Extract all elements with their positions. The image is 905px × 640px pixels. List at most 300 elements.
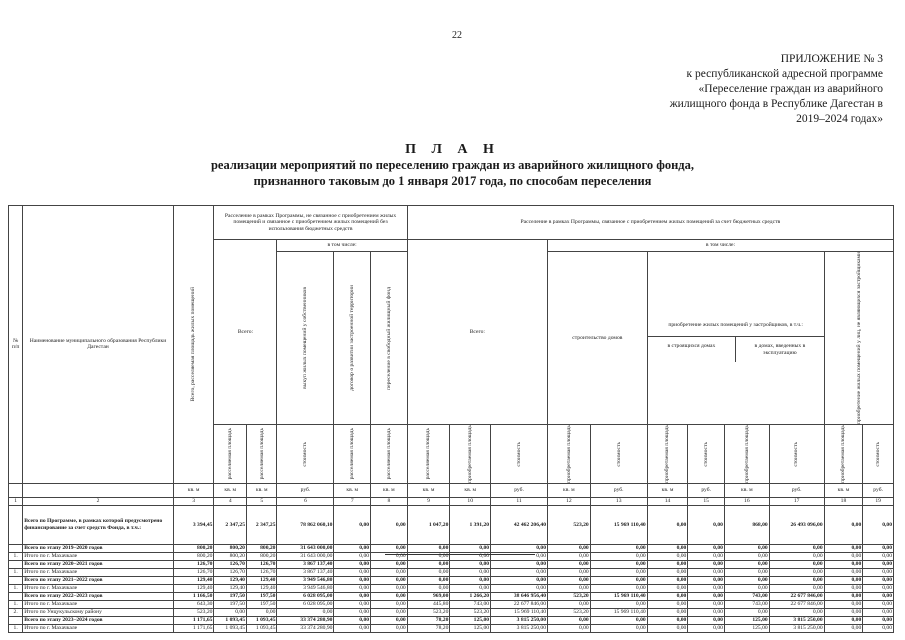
value-cell: 0,00 (688, 505, 725, 544)
column-number-cell: 14 (647, 497, 688, 505)
value-cell: 3 815 250,00 (769, 616, 824, 624)
column-number-cell: 16 (724, 497, 769, 505)
value-cell: 129,40 (173, 584, 214, 592)
value-cell: 0,00 (407, 576, 450, 584)
header-municipality: Наименование муниципального образования Республики Дагестан (23, 206, 174, 484)
value-cell: 0,00 (371, 584, 408, 592)
subheader-cell: расселяемая площадь (349, 428, 356, 480)
value-cell: 197,50 (214, 592, 247, 600)
column-number-cell: 12 (548, 497, 591, 505)
value-cell: 0,00 (450, 568, 491, 576)
value-cell: 1 166,50 (173, 592, 214, 600)
value-cell: 800,20 (246, 544, 277, 552)
table-row (9, 560, 894, 568)
header-group-a: Расселение в рамках Программы, не связанное с приобретением жилых помещений и связанное с приобретением жилых помещений без использования бюджетных средств (214, 206, 407, 240)
value-cell: 31 643 000,00 (277, 552, 334, 560)
value-cell: 0,00 (246, 608, 277, 616)
value-cell: 0,00 (334, 608, 371, 616)
value-cell: 868,00 (724, 505, 769, 544)
value-cell: 0,00 (590, 624, 647, 632)
value-cell: 969,00 (407, 592, 450, 600)
value-cell: 0,00 (548, 552, 591, 560)
value-cell: 0,00 (590, 584, 647, 592)
value-cell: 0,00 (371, 600, 408, 608)
header-a-contract: договор о развитии застроенной территории (349, 285, 356, 391)
row-number-cell (9, 560, 23, 568)
value-cell: 0,00 (824, 600, 863, 608)
header-b-including: в том числе: (548, 240, 894, 252)
value-cell: 0,00 (863, 608, 894, 616)
value-cell: 0,00 (491, 576, 548, 584)
subheader-cell: приобретаемая площадь (743, 424, 750, 483)
appendix-line: к республиканской адресной программе (686, 68, 883, 80)
unit-cell: кв. м (450, 483, 491, 497)
value-cell: 0,00 (590, 600, 647, 608)
appendix-line: «Переселение граждан из аварийного (698, 83, 883, 95)
value-cell: 0,00 (824, 544, 863, 552)
value-cell: 129,40 (173, 576, 214, 584)
unit-cell (23, 483, 174, 497)
value-cell: 129,40 (246, 584, 277, 592)
unit-cell: кв. м (371, 483, 408, 497)
value-cell: 0,00 (824, 505, 863, 544)
column-number-cell: 7 (334, 497, 371, 505)
value-cell: 0,00 (724, 608, 769, 616)
header-b-other: приобретение жилых помещений у лиц, не являющихся застройщиками (855, 252, 862, 424)
document-subtitle: признанного таковым до 1 января 2017 года, по способам переселения (253, 174, 652, 188)
value-cell: 78,20 (407, 624, 450, 632)
value-cell: 1 093,45 (214, 616, 247, 624)
value-cell: 78,20 (407, 616, 450, 624)
subheader-cell: приобретаемая площадь (840, 424, 847, 483)
value-cell: 0,00 (769, 584, 824, 592)
value-cell: 126,70 (246, 568, 277, 576)
value-cell: 6 028 095,00 (277, 592, 334, 600)
value-cell: 0,00 (647, 624, 688, 632)
value-cell: 0,00 (590, 616, 647, 624)
value-cell: 1 093,45 (214, 624, 247, 632)
header-b-total: Всего: (407, 240, 547, 425)
subheader-cell: стоимость (702, 441, 709, 467)
value-cell: 0,00 (863, 624, 894, 632)
header-b-construction: строительство домов (548, 252, 648, 425)
value-cell: 22 677 846,00 (769, 600, 824, 608)
row-name-cell: Итого по г. Махачкале (23, 624, 174, 632)
value-cell: 0,00 (334, 544, 371, 552)
value-cell: 0,00 (863, 584, 894, 592)
column-number-cell: 17 (769, 497, 824, 505)
value-cell: 0,00 (407, 560, 450, 568)
value-cell: 0,00 (590, 544, 647, 552)
row-number-cell: 1. (9, 624, 23, 632)
value-cell: 743,00 (724, 592, 769, 600)
row-number-cell: 1. (9, 552, 23, 560)
value-cell: 26 493 096,00 (769, 505, 824, 544)
value-cell: 0,00 (724, 576, 769, 584)
value-cell: 0,00 (769, 544, 824, 552)
value-cell: 0,00 (688, 552, 725, 560)
value-cell: 0,00 (334, 560, 371, 568)
row-name-cell: Всего по этапу 2023–2024 годов (23, 616, 174, 624)
plan-table (8, 205, 894, 633)
row-name-cell: Итого по Унцукульскому району (23, 608, 174, 616)
column-number-cell: 15 (688, 497, 725, 505)
value-cell: 800,20 (214, 544, 247, 552)
subheader-cell: приобретаемая площадь (565, 424, 572, 483)
value-cell: 523,20 (548, 592, 591, 600)
column-number-cell: 5 (246, 497, 277, 505)
row-name-cell: Итого по г. Махачкале (23, 600, 174, 608)
value-cell: 126,70 (173, 568, 214, 576)
value-cell: 15 969 110,40 (590, 608, 647, 616)
value-cell: 0,00 (334, 624, 371, 632)
value-cell: 0,00 (688, 608, 725, 616)
separator-line (385, 554, 535, 555)
value-cell: 643,30 (173, 600, 214, 608)
value-cell: 800,20 (173, 544, 214, 552)
unit-cell: руб. (590, 483, 647, 497)
subheader-cell: расселяемая площадь (385, 428, 392, 480)
value-cell: 0,00 (371, 624, 408, 632)
value-cell: 197,50 (246, 600, 277, 608)
value-cell: 3 815 250,00 (491, 616, 548, 624)
header-a-free-fund: переселение в свободный жилищный фонд (385, 286, 392, 390)
column-number-cell: 13 (590, 497, 647, 505)
unit-cell: кв. м (173, 483, 214, 497)
value-cell: 0,00 (824, 568, 863, 576)
value-cell: 0,00 (334, 592, 371, 600)
value-cell: 0,00 (548, 560, 591, 568)
table-row (9, 584, 894, 592)
page-number: 22 (452, 30, 462, 41)
value-cell: 126,70 (246, 560, 277, 568)
row-name-cell: Всего по этапу 2020–2021 годов (23, 560, 174, 568)
value-cell: 0,00 (371, 592, 408, 600)
value-cell: 3 394,45 (173, 505, 214, 544)
value-cell: 0,00 (647, 584, 688, 592)
row-name-cell: Итого по г. Махачкале (23, 584, 174, 592)
value-cell: 0,00 (863, 616, 894, 624)
value-cell: 0,00 (724, 544, 769, 552)
value-cell: 523,20 (548, 505, 591, 544)
value-cell: 0,00 (491, 552, 548, 560)
table-row (9, 608, 894, 616)
value-cell: 0,00 (371, 560, 408, 568)
value-cell: 0,00 (688, 576, 725, 584)
value-cell: 0,00 (724, 568, 769, 576)
column-number-cell: 2 (23, 497, 174, 505)
value-cell: 197,50 (246, 592, 277, 600)
value-cell: 0,00 (548, 624, 591, 632)
row-number-cell (9, 505, 23, 544)
value-cell: 445,80 (407, 600, 450, 608)
value-cell: 3 867 137,40 (277, 568, 334, 576)
row-name-cell: Всего по Программе, в рамках которой предусмотрено финансирование за счет средств Фонда, в т.ч.: (23, 505, 174, 544)
value-cell: 3 949 546,80 (277, 576, 334, 584)
value-cell: 0,00 (724, 584, 769, 592)
value-cell: 33 374 280,90 (277, 616, 334, 624)
value-cell: 0,00 (863, 576, 894, 584)
unit-cell: кв. м (246, 483, 277, 497)
column-number-cell: 1 (9, 497, 23, 505)
column-number-cell: 10 (450, 497, 491, 505)
unit-cell: кв. м (647, 483, 688, 497)
subheader-cell: стоимость (615, 441, 622, 467)
value-cell: 6 028 095,00 (277, 600, 334, 608)
row-number-cell: 1. (9, 584, 23, 592)
value-cell: 1 093,45 (246, 616, 277, 624)
unit-cell: руб. (277, 483, 334, 497)
value-cell: 197,50 (214, 600, 247, 608)
value-cell: 22 677 846,00 (769, 592, 824, 600)
value-cell: 523,20 (450, 608, 491, 616)
value-cell: 3 815 250,00 (769, 624, 824, 632)
table-row (9, 624, 894, 632)
value-cell: 125,00 (450, 624, 491, 632)
value-cell: 0,00 (407, 568, 450, 576)
document-subtitle: реализации мероприятий по переселению граждан из аварийного жилищного фонда, (210, 158, 695, 172)
value-cell: 126,70 (214, 560, 247, 568)
header-dev-completed: в домах, введенных в эксплуатацию (754, 343, 806, 356)
value-cell: 15 969 110,40 (590, 592, 647, 600)
value-cell: 0,00 (647, 552, 688, 560)
unit-cell: кв. м (548, 483, 591, 497)
header-a-owners: выкуп жилых помещений у собственников (302, 287, 309, 389)
unit-cell: кв. м (824, 483, 863, 497)
value-cell: 800,20 (173, 552, 214, 560)
value-cell: 2 347,25 (246, 505, 277, 544)
value-cell: 3 867 137,40 (277, 560, 334, 568)
value-cell: 15 969 110,40 (590, 505, 647, 544)
value-cell: 523,20 (173, 608, 214, 616)
column-number-cell: 8 (371, 497, 408, 505)
column-number-cell: 6 (277, 497, 334, 505)
subheader-cell: стоимость (793, 441, 800, 467)
value-cell: 0,00 (688, 584, 725, 592)
value-cell: 743,00 (450, 600, 491, 608)
value-cell: 0,00 (334, 576, 371, 584)
value-cell: 125,00 (450, 616, 491, 624)
unit-cell: кв. м (334, 483, 371, 497)
table-row (9, 616, 894, 624)
value-cell: 1 171,65 (173, 616, 214, 624)
value-cell: 0,00 (371, 616, 408, 624)
row-number-cell (9, 592, 23, 600)
subheader-cell: стоимость (302, 441, 309, 467)
value-cell: 743,00 (724, 600, 769, 608)
value-cell: 0,00 (824, 584, 863, 592)
value-cell: 0,00 (863, 544, 894, 552)
value-cell: 129,40 (214, 576, 247, 584)
column-numbers-row (9, 497, 894, 505)
unit-cell: руб. (769, 483, 824, 497)
value-cell: 0,00 (371, 552, 408, 560)
value-cell: 0,00 (769, 552, 824, 560)
value-cell: 0,00 (824, 560, 863, 568)
value-cell: 0,00 (863, 560, 894, 568)
value-cell: 22 677 846,00 (491, 600, 548, 608)
unit-cell: кв. м (214, 483, 247, 497)
value-cell: 0,00 (824, 616, 863, 624)
value-cell: 0,00 (863, 600, 894, 608)
subheader-cell: расселяемая площадь (425, 428, 432, 480)
value-cell: 0,00 (647, 576, 688, 584)
header-a-including: в том числе: (277, 240, 407, 252)
value-cell: 0,00 (371, 505, 408, 544)
unit-cell: руб. (863, 483, 894, 497)
value-cell: 0,00 (334, 600, 371, 608)
column-number-cell: 19 (863, 497, 894, 505)
table-row (9, 576, 894, 584)
value-cell: 0,00 (824, 592, 863, 600)
value-cell: 523,20 (407, 608, 450, 616)
value-cell: 0,00 (371, 576, 408, 584)
table-row (9, 568, 894, 576)
value-cell: 0,00 (824, 624, 863, 632)
value-cell: 0,00 (688, 624, 725, 632)
program-total-row (9, 505, 894, 544)
header-b-developers (647, 252, 824, 425)
document-title: П Л А Н (405, 142, 500, 157)
value-cell: 0,00 (688, 616, 725, 624)
value-cell: 0,00 (450, 576, 491, 584)
value-cell: 0,00 (450, 552, 491, 560)
value-cell: 2 347,25 (214, 505, 247, 544)
value-cell: 0,00 (371, 544, 408, 552)
table-row (9, 600, 894, 608)
value-cell: 0,00 (863, 552, 894, 560)
header-group-b: Расселение в рамках Программы, связанное с приобретением жилых помещений за счет бюджетных средств (407, 206, 893, 240)
value-cell: 0,00 (724, 560, 769, 568)
value-cell: 0,00 (688, 600, 725, 608)
row-number-cell (9, 576, 23, 584)
value-cell: 0,00 (769, 608, 824, 616)
value-cell: 0,00 (688, 560, 725, 568)
row-number-cell: 1. (9, 600, 23, 608)
value-cell: 0,00 (450, 544, 491, 552)
value-cell: 1 171,65 (173, 624, 214, 632)
value-cell: 0,00 (647, 560, 688, 568)
value-cell: 126,70 (214, 568, 247, 576)
value-cell: 0,00 (647, 544, 688, 552)
header-no: № п/п (9, 206, 23, 484)
column-number-cell: 9 (407, 497, 450, 505)
unit-cell: кв. м (724, 483, 769, 497)
value-cell: 0,00 (450, 560, 491, 568)
subheader-cell: стоимость (515, 441, 522, 467)
value-cell: 0,00 (647, 568, 688, 576)
row-name-cell: Всего по этапу 2022–2023 годов (23, 592, 174, 600)
unit-cell: руб. (688, 483, 725, 497)
value-cell: 0,00 (590, 552, 647, 560)
value-cell: 0,00 (769, 576, 824, 584)
row-name-cell: Всего по этапу 2019–2020 годов (23, 544, 174, 552)
value-cell: 0,00 (863, 568, 894, 576)
value-cell: 38 646 956,40 (491, 592, 548, 600)
value-cell: 0,00 (371, 608, 408, 616)
subheader-cell: приобретаемая площадь (664, 424, 671, 483)
value-cell: 0,00 (491, 544, 548, 552)
value-cell: 0,00 (491, 560, 548, 568)
value-cell: 0,00 (824, 552, 863, 560)
unit-cell (9, 483, 23, 497)
row-name-cell: Итого по г. Махачкале (23, 568, 174, 576)
appendix-line: ПРИЛОЖЕНИЕ № 3 (780, 53, 883, 65)
row-number-cell: 2. (9, 608, 23, 616)
value-cell: 0,00 (769, 560, 824, 568)
value-cell: 0,00 (334, 584, 371, 592)
value-cell: 0,00 (724, 552, 769, 560)
units-row (9, 483, 894, 497)
column-number-cell: 4 (214, 497, 247, 505)
value-cell: 0,00 (334, 505, 371, 544)
unit-cell: кв. м (407, 483, 450, 497)
header-dev-building: в строящихся домах (648, 337, 736, 362)
value-cell: 0,00 (863, 505, 894, 544)
subheader-cell: приобретаемая площадь (467, 424, 474, 483)
value-cell: 15 969 110,40 (491, 608, 548, 616)
header-total-area: Всего, расселяемая площадь жилых помещений (190, 287, 197, 402)
value-cell: 800,20 (214, 552, 247, 560)
value-cell: 0,00 (647, 616, 688, 624)
value-cell: 0,00 (548, 544, 591, 552)
value-cell: 125,00 (724, 624, 769, 632)
row-number-cell: 1. (9, 568, 23, 576)
unit-cell: руб. (491, 483, 548, 497)
row-name-cell: Итого по г. Махачкале (23, 552, 174, 560)
value-cell: 0,00 (548, 584, 591, 592)
header-b-developers-label: приобретение жилых помещений у застройщиков, в т.ч.: (648, 314, 824, 337)
value-cell: 0,00 (450, 584, 491, 592)
column-number-cell: 3 (173, 497, 214, 505)
value-cell: 0,00 (334, 552, 371, 560)
value-cell: 0,00 (647, 608, 688, 616)
value-cell: 0,00 (548, 576, 591, 584)
value-cell: 0,00 (688, 568, 725, 576)
value-cell: 31 643 000,00 (277, 544, 334, 552)
value-cell: 0,00 (647, 600, 688, 608)
subheader-cell: стоимость (874, 441, 881, 467)
table-row (9, 592, 894, 600)
value-cell: 0,00 (548, 568, 591, 576)
value-cell: 0,00 (688, 592, 725, 600)
value-cell: 0,00 (334, 616, 371, 624)
value-cell: 1 093,45 (246, 624, 277, 632)
header-a-total: Всего: (214, 240, 277, 425)
value-cell: 800,20 (246, 552, 277, 560)
appendix-line: 2019–2024 годах» (796, 113, 883, 125)
value-cell: 523,20 (548, 608, 591, 616)
value-cell: 3 949 546,80 (277, 584, 334, 592)
value-cell: 0,00 (647, 505, 688, 544)
value-cell: 0,00 (407, 584, 450, 592)
value-cell: 1 391,20 (450, 505, 491, 544)
value-cell: 126,70 (173, 560, 214, 568)
value-cell: 0,00 (334, 568, 371, 576)
value-cell: 0,00 (491, 568, 548, 576)
value-cell: 1 266,20 (450, 592, 491, 600)
value-cell: 0,00 (548, 616, 591, 624)
value-cell: 0,00 (407, 544, 450, 552)
value-cell: 0,00 (590, 576, 647, 584)
subheader-cell: расселяемая площадь (227, 428, 233, 480)
value-cell: 0,00 (590, 560, 647, 568)
value-cell: 129,40 (214, 584, 247, 592)
value-cell: 0,00 (824, 608, 863, 616)
row-name-cell: Всего по этапу 2021–2022 годов (23, 576, 174, 584)
value-cell: 0,00 (688, 544, 725, 552)
row-number-cell (9, 616, 23, 624)
